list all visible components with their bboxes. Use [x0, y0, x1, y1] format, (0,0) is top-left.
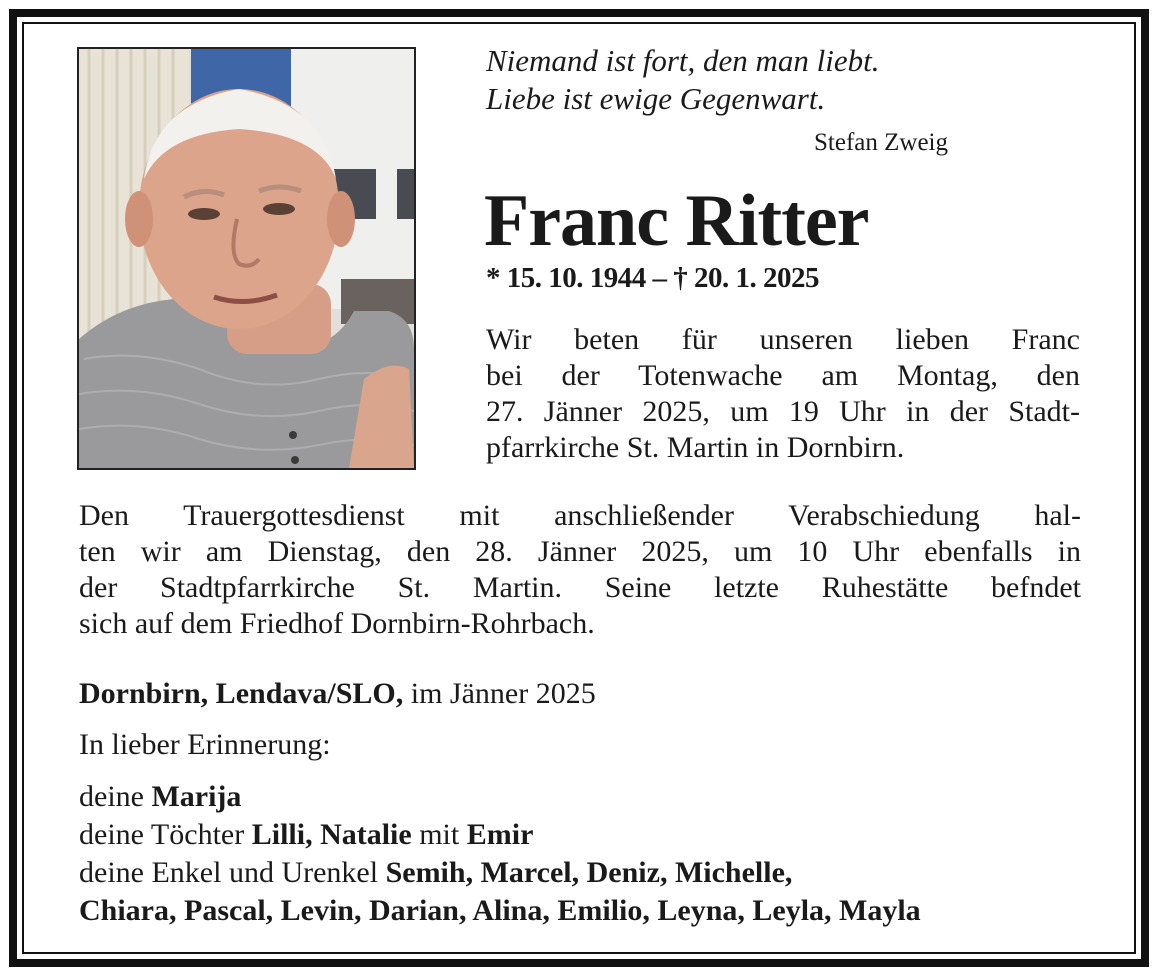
service-line: Den Trauergottesdienst mit anschließender Verabschiedung hal-: [79, 499, 1081, 532]
quote-line-2: Liebe ist ewige Gegenwart.: [486, 81, 826, 116]
vigil-line: bei der Totenwache am Montag, den: [486, 359, 1080, 392]
service-line: ten wir am Dienstag, den 28. Jänner 2025, um 10 Uhr ebenfalls in: [79, 535, 1081, 568]
quote-line-1: Niemand ist fort, den man liebt.: [486, 43, 880, 78]
service-line: sich auf dem Friedhof Dornbirn-Rohrbach.: [79, 607, 595, 640]
wife-prefix: deine: [79, 780, 144, 813]
son-in-law-name: Emir: [466, 818, 534, 851]
place-names: Dornbirn, Lendava/SLO,: [79, 677, 404, 710]
daughters-connector: mit: [419, 818, 460, 851]
portrait-photo: [77, 47, 416, 470]
grandchildren-names-2: Chiara, Pascal, Levin, Darian, Alina, Emilio, Leyna, Leyla, Mayla: [79, 894, 921, 927]
place-date-line: [79, 674, 596, 714]
quote: [486, 42, 880, 118]
service-line: der Stadtpfarrkirche St. Martin. Seine letzte Ruhestätte befndet: [79, 571, 1081, 604]
family-list: [79, 778, 921, 930]
family-row-daughters: [79, 816, 921, 854]
vigil-line: 27. Jänner 2025, um 19 Uhr in der Stadt-: [486, 395, 1080, 428]
grandchildren-names-1: Semih, Marcel, Deniz, Michelle,: [385, 856, 793, 889]
deceased-name: Franc Ritter: [484, 180, 869, 262]
grandchildren-prefix: deine Enkel und Urenkel: [79, 856, 379, 889]
quote-author: Stefan Zweig: [814, 129, 948, 156]
vigil-line: pfarrkirche St. Martin in Dornbirn.: [486, 431, 905, 464]
wife-name: Marija: [151, 780, 242, 813]
daughters-prefix: deine Töchter: [79, 818, 245, 851]
vigil-line: Wir beten für unseren lieben Franc: [486, 323, 1080, 356]
daughters-names: Lilli, Natalie: [251, 818, 412, 851]
life-dates: * 15. 10. 1944 – † 20. 1. 2025: [486, 262, 819, 294]
service-paragraph: [79, 498, 1081, 642]
place-date: im Jänner 2025: [410, 677, 596, 710]
memory-heading: In lieber Erinnerung:: [79, 728, 331, 761]
family-row-wife: [79, 778, 921, 816]
vigil-paragraph: [486, 322, 1080, 466]
family-row-grandchildren-cont: [79, 892, 921, 930]
family-row-grandchildren: [79, 854, 921, 892]
